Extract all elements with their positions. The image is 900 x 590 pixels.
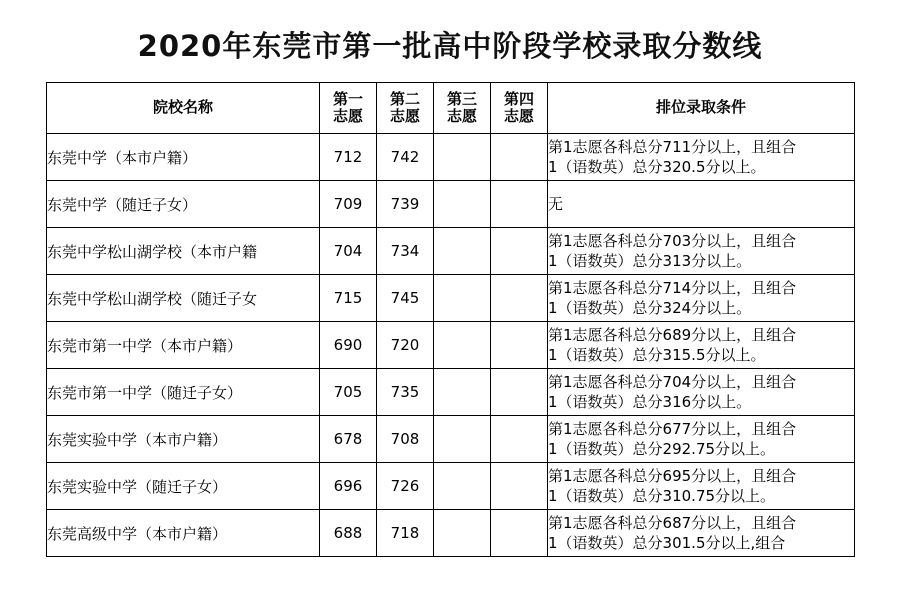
table-header	[47, 83, 855, 134]
cell-choice-1: 709	[320, 181, 377, 228]
cell-choice-3	[434, 228, 491, 275]
cell-choice-4	[491, 463, 548, 510]
cell-choice-3	[434, 181, 491, 228]
cell-choice-1: 690	[320, 322, 377, 369]
table-row	[47, 228, 855, 275]
column-header-choice-2-line1: 第二	[389, 89, 420, 108]
cell-condition	[548, 134, 855, 181]
column-header-choice-1-line1: 第一	[332, 89, 363, 108]
condition-line: 1（语数英）总分292.75分以上。	[548, 440, 776, 458]
cell-choice-2: 735	[377, 369, 434, 416]
cell-choice-2: 726	[377, 463, 434, 510]
cell-school-name: 东莞实验中学（本市户籍）	[47, 416, 320, 463]
column-header-choice-4	[491, 83, 548, 134]
column-header-choice-2-line2: 志愿	[389, 107, 420, 125]
cell-choice-1: 712	[320, 134, 377, 181]
condition-line: 第1志愿各科总分689分以上，且组合	[548, 325, 797, 344]
cell-choice-3	[434, 369, 491, 416]
condition-line: 第1志愿各科总分695分以上，且组合	[548, 466, 797, 485]
column-header-choice-3-line2: 志愿	[446, 107, 477, 125]
left-margin	[0, 0, 46, 590]
table-header-row	[47, 83, 855, 134]
cell-school-name: 东莞中学（本市户籍）	[47, 134, 320, 181]
condition-line: 1（语数英）总分310.75分以上。	[548, 487, 776, 505]
cell-condition	[548, 510, 855, 557]
table-row	[47, 134, 855, 181]
cell-school-name: 东莞中学松山湖学校（随迁子女	[47, 275, 320, 322]
condition-line: 第1志愿各科总分677分以上，且组合	[548, 419, 797, 438]
right-margin	[854, 0, 900, 590]
condition-line: 无	[548, 194, 564, 213]
cell-choice-1: 715	[320, 275, 377, 322]
cell-condition	[548, 416, 855, 463]
page-title: 2020年东莞市第一批高中阶段学校录取分数线	[137, 29, 763, 63]
table-row	[47, 275, 855, 322]
cell-school-name: 东莞市第一中学（随迁子女）	[47, 369, 320, 416]
cell-school-name: 东莞实验中学（随迁子女）	[47, 463, 320, 510]
cell-choice-4	[491, 134, 548, 181]
cell-choice-4	[491, 228, 548, 275]
column-header-choice-4-line2: 志愿	[503, 107, 534, 125]
cell-choice-3	[434, 463, 491, 510]
cell-choice-2: 708	[377, 416, 434, 463]
column-header-choice-2	[377, 83, 434, 134]
cell-choice-3	[434, 322, 491, 369]
column-header-choice-3-line1: 第三	[446, 89, 477, 108]
table-row	[47, 416, 855, 463]
condition-line: 1（语数英）总分320.5分以上。	[548, 158, 766, 176]
table-row	[47, 369, 855, 416]
cell-choice-4	[491, 181, 548, 228]
condition-line: 1（语数英）总分316分以上。	[548, 393, 752, 411]
cell-school-name: 东莞高级中学（本市户籍）	[47, 510, 320, 557]
cell-choice-4	[491, 416, 548, 463]
column-header-choice-1	[320, 83, 377, 134]
column-header-choice-4-line1: 第四	[503, 89, 534, 108]
cell-choice-2: 720	[377, 322, 434, 369]
cell-choice-3	[434, 134, 491, 181]
condition-line: 1（语数英）总分315.5分以上。	[548, 346, 766, 364]
table-row	[47, 463, 855, 510]
admission-score-table	[46, 82, 855, 557]
cell-condition	[548, 181, 855, 228]
cell-choice-1: 696	[320, 463, 377, 510]
cell-choice-2: 734	[377, 228, 434, 275]
condition-line: 1（语数英）总分313分以上。	[548, 252, 752, 270]
cell-choice-4	[491, 322, 548, 369]
condition-line: 1（语数英）总分301.5分以上,组合	[548, 534, 786, 552]
cell-school-name: 东莞市第一中学（本市户籍）	[47, 322, 320, 369]
table-row	[47, 510, 855, 557]
cell-choice-4	[491, 510, 548, 557]
column-header-school-name: 院校名称	[47, 83, 320, 134]
cell-condition	[548, 275, 855, 322]
cell-condition	[548, 322, 855, 369]
cell-condition	[548, 369, 855, 416]
column-header-condition: 排位录取条件	[548, 83, 855, 134]
column-header-choice-3	[434, 83, 491, 134]
condition-line: 1（语数英）总分324分以上。	[548, 299, 752, 317]
cell-choice-3	[434, 510, 491, 557]
table-row	[47, 181, 855, 228]
cell-choice-4	[491, 369, 548, 416]
column-header-choice-1-line2: 志愿	[332, 107, 363, 125]
cell-choice-1: 704	[320, 228, 377, 275]
cell-condition	[548, 463, 855, 510]
condition-line: 第1志愿各科总分714分以上，且组合	[548, 278, 797, 297]
cell-choice-3	[434, 416, 491, 463]
table-row	[47, 322, 855, 369]
cell-choice-2: 745	[377, 275, 434, 322]
cell-choice-1: 705	[320, 369, 377, 416]
cell-choice-2: 742	[377, 134, 434, 181]
cell-condition	[548, 228, 855, 275]
cell-choice-4	[491, 275, 548, 322]
condition-line: 第1志愿各科总分711分以上，且组合	[548, 137, 797, 156]
cell-school-name: 东莞中学（随迁子女）	[47, 181, 320, 228]
condition-line: 第1志愿各科总分704分以上，且组合	[548, 372, 797, 391]
condition-line: 第1志愿各科总分703分以上，且组合	[548, 231, 797, 250]
cell-choice-2: 718	[377, 510, 434, 557]
cell-choice-1: 688	[320, 510, 377, 557]
cell-choice-3	[434, 275, 491, 322]
cell-choice-2: 739	[377, 181, 434, 228]
cell-choice-1: 678	[320, 416, 377, 463]
condition-line: 第1志愿各科总分687分以上，且组合	[548, 513, 797, 532]
table-body	[47, 134, 855, 557]
cell-school-name: 东莞中学松山湖学校（本市户籍	[47, 228, 320, 275]
